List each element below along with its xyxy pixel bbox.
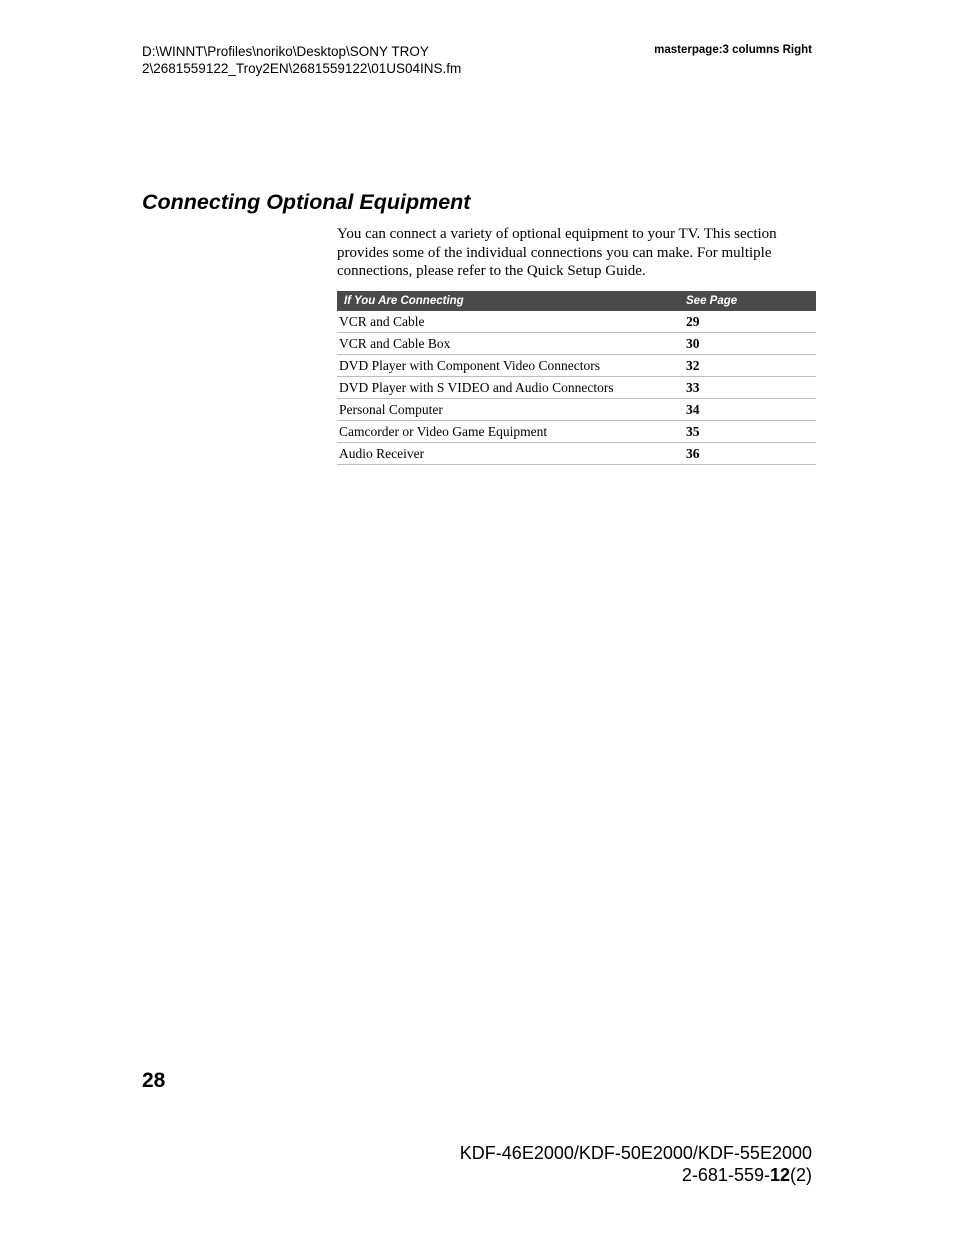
footer-model-info	[460, 1142, 812, 1186]
row-item: VCR and Cable	[337, 311, 686, 333]
file-path-header	[142, 43, 461, 77]
row-page: 29	[686, 311, 816, 333]
row-item: DVD Player with S VIDEO and Audio Connectors	[337, 377, 686, 399]
row-item: VCR and Cable Box	[337, 333, 686, 355]
page-number: 28	[142, 1069, 166, 1092]
intro-paragraph: You can connect a variety of optional equipment to your TV. This section provides some of the individual connections you can make. For multiple connections, please refer to the Quick Setup Guide.	[337, 226, 777, 279]
table-row	[337, 421, 816, 443]
row-page: 34	[686, 399, 816, 421]
file-path-line-2: 2\2681559122_Troy2EN\2681559122\01US04INS.fm	[142, 61, 462, 76]
document-code-suffix: (2)	[790, 1165, 812, 1185]
row-page: 35	[686, 421, 816, 443]
row-item: Camcorder or Video Game Equipment	[337, 421, 686, 443]
section-title: Connecting Optional Equipment	[142, 190, 471, 214]
table-row	[337, 333, 816, 355]
column-header-see-page: See Page	[686, 291, 816, 311]
file-path-line-1: D:\WINNT\Profiles\noriko\Desktop\SONY TROY	[142, 44, 429, 59]
row-item: Personal Computer	[337, 399, 686, 421]
masterpage-label: masterpage:3 columns Right	[654, 44, 812, 56]
model-numbers: KDF-46E2000/KDF-50E2000/KDF-55E2000	[459, 1143, 812, 1163]
table-header-row	[337, 291, 816, 311]
document-code-prefix: 2-681-559-	[681, 1165, 770, 1185]
table-row	[337, 443, 816, 465]
row-page: 32	[686, 355, 816, 377]
table-row	[337, 399, 816, 421]
row-item: DVD Player with Component Video Connectors	[337, 355, 686, 377]
connections-table	[337, 291, 816, 465]
table-row	[337, 377, 816, 399]
row-page: 36	[686, 443, 816, 465]
row-page: 33	[686, 377, 816, 399]
column-header-connecting: If You Are Connecting	[337, 291, 686, 311]
table-row	[337, 311, 816, 333]
document-code-bold: 12	[769, 1165, 790, 1185]
row-item: Audio Receiver	[337, 443, 686, 465]
table-row	[337, 355, 816, 377]
document-code	[460, 1164, 812, 1186]
row-page: 30	[686, 333, 816, 355]
